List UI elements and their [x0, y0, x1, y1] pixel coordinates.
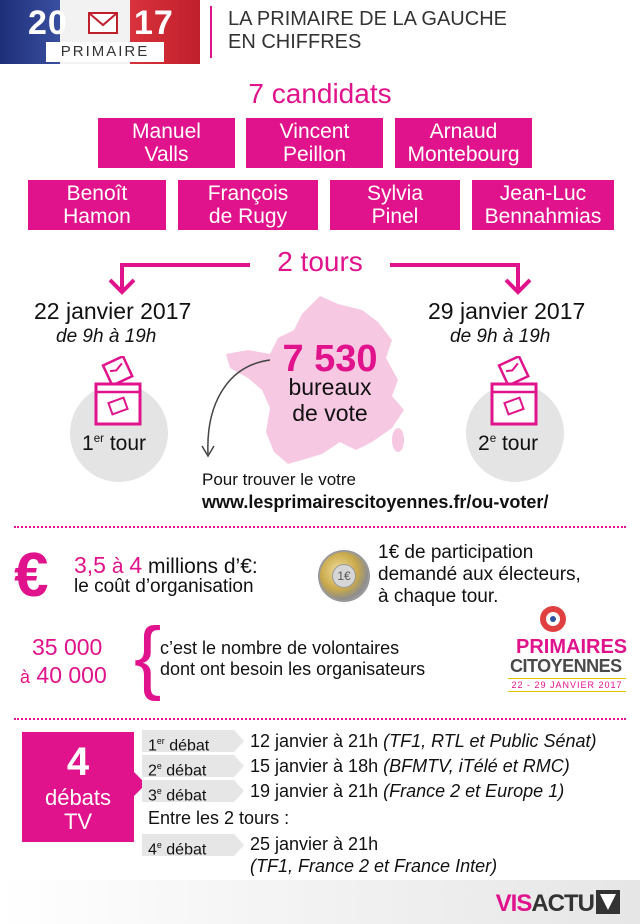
debates-count: 4: [66, 740, 90, 784]
rosette-icon: [540, 606, 566, 632]
primaire-badge: PRIMAIRE: [46, 42, 164, 62]
candidate-card: [330, 180, 460, 230]
header-divider: [210, 6, 212, 58]
between-tours-text: Entre les 2 tours :: [148, 808, 290, 828]
dotted-divider: [14, 718, 626, 720]
candidate-last: de Rugy: [208, 205, 288, 228]
candidate-last: Bennahmias: [484, 205, 602, 228]
candidate-last: Valls: [144, 143, 189, 166]
tour2-hours: de 9h à 19h: [450, 326, 551, 347]
volunteers-low: 35 000: [32, 634, 103, 660]
year-left: 20: [28, 4, 68, 42]
debate-pill: 1er débat: [142, 730, 234, 752]
logo-dates: 22 - 29 JANVIER 2017: [508, 678, 626, 692]
euro-icon: €: [14, 541, 49, 610]
tour2-date: 29 janvier 2017: [428, 298, 586, 324]
debate-pill: 2e débat: [142, 755, 234, 777]
curved-arrow: [196, 356, 276, 466]
primaires-citoyennes-logo: [496, 606, 628, 702]
candidate-last: Montebourg: [407, 143, 520, 166]
bureaux-number: 7 530: [282, 338, 378, 380]
candidate-last: Hamon: [63, 205, 131, 228]
volunteers-text: c’est le nombre de volontaires dont ont besoin les organisateurs: [160, 638, 426, 679]
tour1-date: 22 janvier 2017: [34, 298, 192, 324]
candidate-card: [28, 180, 166, 230]
coin-face: 1€: [332, 564, 356, 588]
tour2-label: 2e tour: [478, 432, 539, 455]
candidate-first: François: [207, 182, 289, 205]
header: [0, 0, 640, 64]
cost-label: le coût d’organisation: [74, 576, 254, 597]
page-title: [228, 8, 628, 54]
ballot-box-icon: [88, 356, 148, 428]
candidate-first: Arnaud: [429, 120, 498, 143]
logo-word2: CITOYENNES: [510, 656, 622, 676]
volunteers-high: à 40 000: [20, 662, 107, 688]
dotted-divider: [14, 526, 626, 528]
candidate-last: Pinel: [371, 205, 419, 228]
debate-detail: 15 janvier à 18h (BFMTV, iTélé et RMC): [250, 756, 570, 776]
title-line-1: LA PRIMAIRE DE LA GAUCHE: [228, 8, 507, 30]
find-text: Pour trouver le votre: [202, 470, 357, 489]
bureaux-label: bureaux de vote: [288, 374, 372, 426]
tour1-label: 1er tour: [82, 432, 146, 455]
participation-text: 1€ de participation demandé aux électeurs, à chaque tour.: [378, 542, 581, 607]
visactu-mark-icon: [596, 890, 620, 914]
candidate-first: Jean-Luc: [499, 182, 587, 205]
ballot-box-icon: [484, 356, 544, 428]
year-right: 17: [134, 4, 174, 42]
candidate-card: [472, 180, 614, 230]
brace-icon: {: [134, 611, 162, 702]
visactu-logo: VISACTU: [496, 890, 620, 918]
envelope-icon: [88, 12, 118, 34]
logo-word1: PRIMAIRES: [516, 636, 628, 658]
debate-channels: (TF1, France 2 et France Inter): [250, 856, 498, 876]
debate-pill: 3e débat: [142, 780, 234, 802]
candidate-card: [246, 118, 383, 168]
candidate-first: Vincent: [279, 120, 350, 143]
debate-detail: 12 janvier à 21h (TF1, RTL et Public Sénat): [250, 731, 597, 751]
cost-range: 3,5 à 4 millions d’€:: [74, 552, 258, 578]
candidate-card: [395, 118, 532, 168]
title-line-2: EN CHIFFRES: [228, 31, 362, 53]
debate-pill: 4e débat: [142, 834, 234, 856]
flag-banner: [0, 0, 200, 64]
debates-label: débats TV: [44, 785, 112, 834]
vote-url-link[interactable]: www.lesprimairescitoyennes.fr/ou-voter/: [202, 492, 549, 512]
candidate-first: Manuel: [132, 120, 201, 143]
debate-detail: 19 janvier à 21h (France 2 et Europe 1): [250, 781, 565, 801]
candidate-first: Sylvia: [366, 182, 424, 205]
candidate-last: Peillon: [282, 143, 347, 166]
debates-box: [22, 732, 134, 842]
candidates-heading: 7 candidats: [248, 78, 392, 109]
candidate-card: [98, 118, 235, 168]
candidate-card: [178, 180, 318, 230]
coin-icon: [318, 550, 370, 602]
candidate-first: Benoît: [66, 182, 128, 205]
tours-heading: 2 tours: [277, 246, 363, 277]
tour1-hours: de 9h à 19h: [56, 326, 157, 347]
debate-detail: 25 janvier à 21h: [250, 834, 379, 854]
